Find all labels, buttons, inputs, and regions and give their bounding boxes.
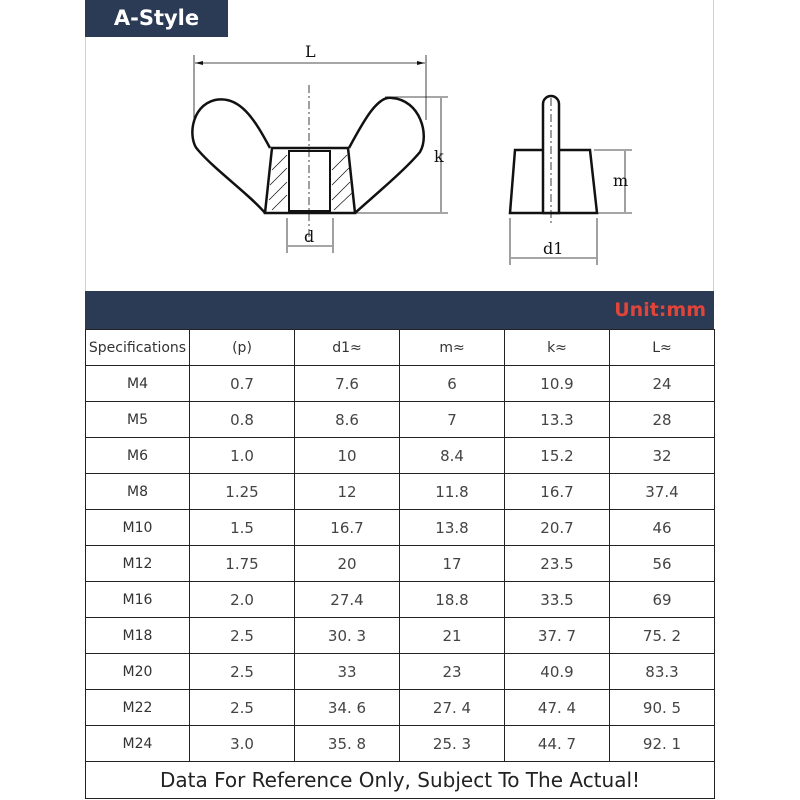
table-row: [86, 402, 715, 438]
value-cell: 12: [295, 474, 400, 510]
table-row: [86, 582, 715, 618]
spec-cell: M20: [86, 654, 190, 690]
value-cell: 0.8: [190, 402, 295, 438]
label-L: L: [305, 42, 316, 61]
table-row: [86, 654, 715, 690]
value-cell: 2.5: [190, 654, 295, 690]
value-cell: 27. 4: [400, 690, 505, 726]
label-k: k: [434, 147, 444, 166]
value-cell: 20.7: [505, 510, 610, 546]
value-cell: 37. 7: [505, 618, 610, 654]
value-cell: 13.3: [505, 402, 610, 438]
value-cell: 2.5: [190, 690, 295, 726]
value-cell: 28: [610, 402, 715, 438]
value-cell: 23: [400, 654, 505, 690]
table-row: [86, 474, 715, 510]
value-cell: 27.4: [295, 582, 400, 618]
value-cell: 92. 1: [610, 726, 715, 762]
value-cell: 24: [610, 366, 715, 402]
value-cell: 75. 2: [610, 618, 715, 654]
header-cell: k≈: [505, 330, 610, 366]
value-cell: 2.5: [190, 618, 295, 654]
value-cell: 0.7: [190, 366, 295, 402]
value-cell: 34. 6: [295, 690, 400, 726]
spec-cell: M8: [86, 474, 190, 510]
header-cell: L≈: [610, 330, 715, 366]
value-cell: 20: [295, 546, 400, 582]
spec-cell: M6: [86, 438, 190, 474]
table-row: [86, 366, 715, 402]
label-d: d: [304, 227, 315, 246]
spec-cell: M22: [86, 690, 190, 726]
value-cell: 46: [610, 510, 715, 546]
value-cell: 83.3: [610, 654, 715, 690]
spec-cell: M4: [86, 366, 190, 402]
value-cell: 8.4: [400, 438, 505, 474]
header-cell: (p): [190, 330, 295, 366]
wing-nut-diagram: [0, 0, 800, 291]
table-row: [86, 618, 715, 654]
value-cell: 11.8: [400, 474, 505, 510]
footnote-row: [86, 762, 715, 799]
header-cell: m≈: [400, 330, 505, 366]
value-cell: 7.6: [295, 366, 400, 402]
table-row: [86, 510, 715, 546]
value-cell: 16.7: [295, 510, 400, 546]
value-cell: 37.4: [610, 474, 715, 510]
value-cell: 44. 7: [505, 726, 610, 762]
value-cell: 8.6: [295, 402, 400, 438]
value-cell: 7: [400, 402, 505, 438]
spec-cell: M10: [86, 510, 190, 546]
value-cell: 23.5: [505, 546, 610, 582]
value-cell: 25. 3: [400, 726, 505, 762]
value-cell: 17: [400, 546, 505, 582]
value-cell: 56: [610, 546, 715, 582]
value-cell: 30. 3: [295, 618, 400, 654]
value-cell: 6: [400, 366, 505, 402]
value-cell: 18.8: [400, 582, 505, 618]
table-header-row: [86, 330, 715, 366]
value-cell: 32: [610, 438, 715, 474]
value-cell: 1.0: [190, 438, 295, 474]
value-cell: 2.0: [190, 582, 295, 618]
label-d1: d1: [543, 239, 564, 258]
value-cell: 21: [400, 618, 505, 654]
spec-cell: M18: [86, 618, 190, 654]
table-row: [86, 546, 715, 582]
table-row: [86, 438, 715, 474]
spec-cell: M5: [86, 402, 190, 438]
value-cell: 47. 4: [505, 690, 610, 726]
value-cell: 13.8: [400, 510, 505, 546]
value-cell: 90. 5: [610, 690, 715, 726]
spec-table: [85, 329, 715, 799]
value-cell: 15.2: [505, 438, 610, 474]
value-cell: 33: [295, 654, 400, 690]
table-row: [86, 690, 715, 726]
value-cell: 10.9: [505, 366, 610, 402]
value-cell: 10: [295, 438, 400, 474]
value-cell: 1.75: [190, 546, 295, 582]
spec-cell: M12: [86, 546, 190, 582]
value-cell: 16.7: [505, 474, 610, 510]
value-cell: 35. 8: [295, 726, 400, 762]
footnote: Data For Reference Only, Subject To The Actual!: [86, 762, 715, 799]
spec-cell: M24: [86, 726, 190, 762]
value-cell: 40.9: [505, 654, 610, 690]
header-cell: d1≈: [295, 330, 400, 366]
spec-cell: M16: [86, 582, 190, 618]
value-cell: 1.25: [190, 474, 295, 510]
unit-header-bar: [85, 291, 714, 329]
value-cell: 3.0: [190, 726, 295, 762]
value-cell: 69: [610, 582, 715, 618]
front-view: [192, 55, 448, 253]
value-cell: 1.5: [190, 510, 295, 546]
unit-label: Unit:mm: [614, 299, 706, 321]
table-row: [86, 726, 715, 762]
label-m: m: [613, 171, 629, 190]
header-cell: Specifications: [86, 330, 190, 366]
value-cell: 33.5: [505, 582, 610, 618]
style-badge: A-Style: [85, 0, 228, 37]
